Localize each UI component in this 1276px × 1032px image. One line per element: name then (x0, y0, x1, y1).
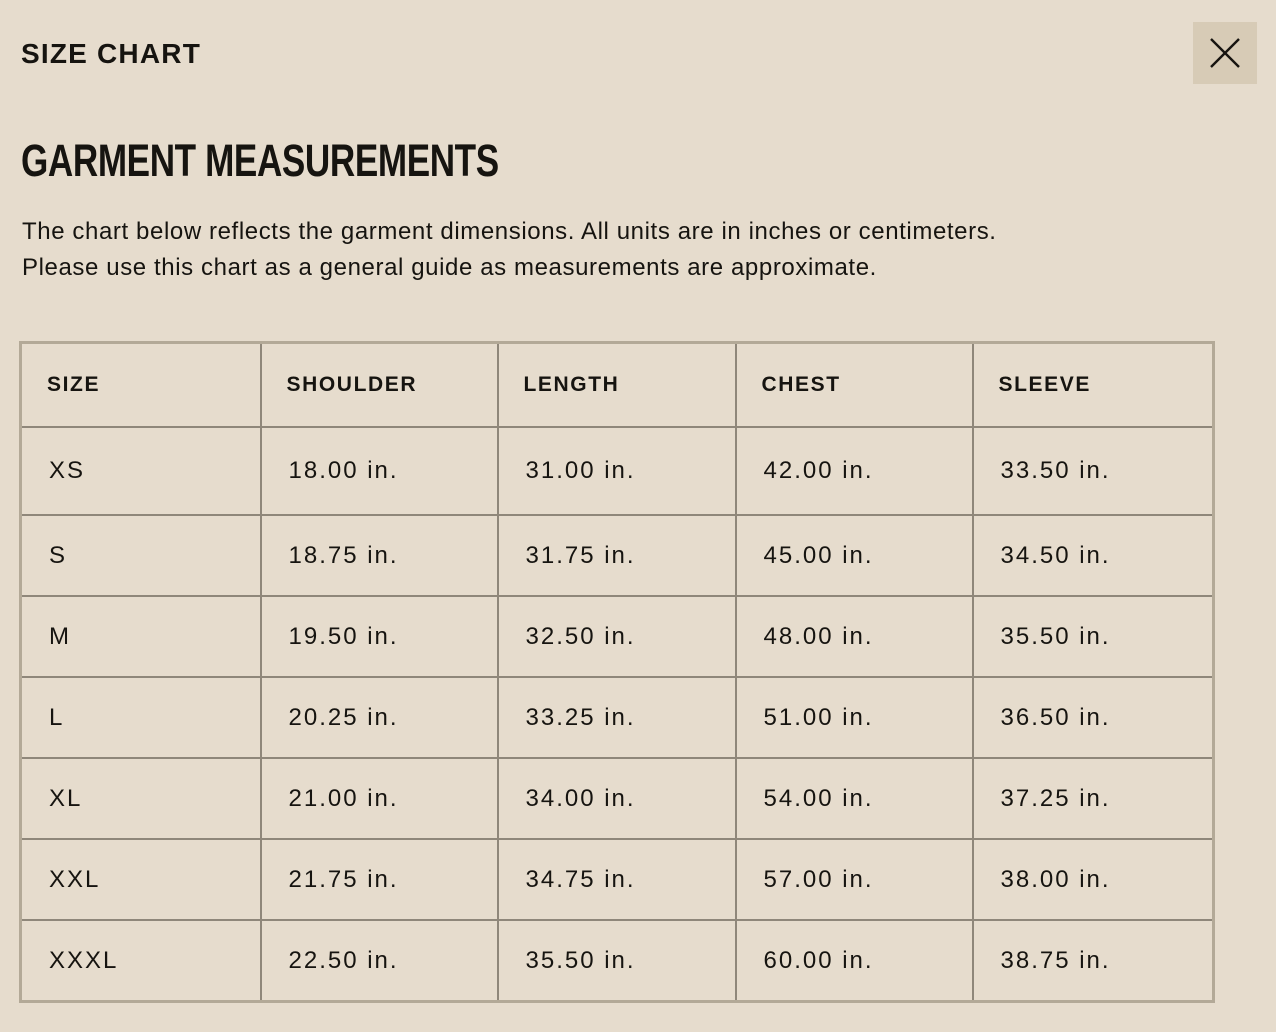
header-shoulder: SHOULDER (261, 343, 498, 428)
description-line-1: The chart below reflects the garment dimensions. All units are in inches or centimeters. (22, 218, 997, 245)
cell-sleeve: 38.75 in. (973, 920, 1214, 1002)
cell-chest: 57.00 in. (736, 839, 973, 920)
header-chest: CHEST (736, 343, 973, 428)
cell-size: XS (21, 427, 261, 515)
cell-size: XXXL (21, 920, 261, 1002)
cell-length: 31.00 in. (498, 427, 736, 515)
table-row (21, 427, 1214, 515)
header-sleeve: SLEEVE (973, 343, 1214, 428)
cell-size: M (21, 596, 261, 677)
description (22, 214, 1222, 286)
modal-title: SIZE CHART (21, 38, 201, 69)
cell-length: 32.50 in. (498, 596, 736, 677)
table-row (21, 839, 1214, 920)
cell-sleeve: 36.50 in. (973, 677, 1214, 758)
cell-sleeve: 33.50 in. (973, 427, 1214, 515)
cell-size: XXL (21, 839, 261, 920)
cell-shoulder: 21.00 in. (261, 758, 498, 839)
cell-size: S (21, 515, 261, 596)
cell-shoulder: 18.75 in. (261, 515, 498, 596)
cell-chest: 54.00 in. (736, 758, 973, 839)
cell-shoulder: 19.50 in. (261, 596, 498, 677)
cell-shoulder: 18.00 in. (261, 427, 498, 515)
header-size: SIZE (21, 343, 261, 428)
cell-length: 31.75 in. (498, 515, 736, 596)
section-heading: GARMENT MEASUREMENTS (21, 135, 499, 186)
cell-chest: 45.00 in. (736, 515, 973, 596)
cell-size: XL (21, 758, 261, 839)
table-header-row (21, 343, 1214, 428)
cell-shoulder: 22.50 in. (261, 920, 498, 1002)
cell-chest: 42.00 in. (736, 427, 973, 515)
cell-length: 33.25 in. (498, 677, 736, 758)
table-row (21, 677, 1214, 758)
cell-shoulder: 21.75 in. (261, 839, 498, 920)
cell-length: 34.00 in. (498, 758, 736, 839)
close-icon (1208, 36, 1242, 70)
cell-chest: 48.00 in. (736, 596, 973, 677)
cell-sleeve: 35.50 in. (973, 596, 1214, 677)
cell-shoulder: 20.25 in. (261, 677, 498, 758)
cell-sleeve: 37.25 in. (973, 758, 1214, 839)
cell-chest: 51.00 in. (736, 677, 973, 758)
cell-sleeve: 34.50 in. (973, 515, 1214, 596)
cell-size: L (21, 677, 261, 758)
table-row (21, 515, 1214, 596)
cell-chest: 60.00 in. (736, 920, 973, 1002)
size-table (19, 341, 1215, 1003)
cell-length: 35.50 in. (498, 920, 736, 1002)
description-line-2: Please use this chart as a general guide as measurements are approximate. (22, 254, 877, 281)
table-row (21, 920, 1214, 1002)
cell-sleeve: 38.00 in. (973, 839, 1214, 920)
cell-length: 34.75 in. (498, 839, 736, 920)
table-row (21, 758, 1214, 839)
close-button[interactable] (1193, 22, 1257, 84)
table-row (21, 596, 1214, 677)
header-length: LENGTH (498, 343, 736, 428)
